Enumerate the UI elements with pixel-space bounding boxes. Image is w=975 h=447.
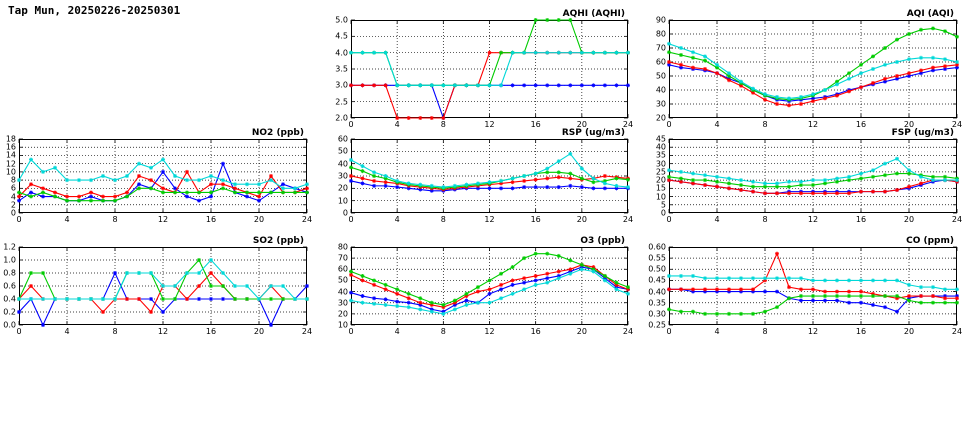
x-tick-label: 16 xyxy=(855,327,867,336)
chart-title-rsp: RSP (ug/m3) xyxy=(561,128,625,138)
y-tick-label: 0.50 xyxy=(648,264,666,274)
x-tick-label: 12 xyxy=(157,327,169,336)
x-tick-label: 16 xyxy=(855,215,867,224)
y-tick-label: 35 xyxy=(655,150,666,160)
x-tick-label: 24 xyxy=(951,215,963,224)
y-tick-label: 14 xyxy=(5,150,16,160)
page-title: Tap Mun, 20250226-20250301 xyxy=(8,4,181,17)
y-tick-label: 0.25 xyxy=(648,320,666,330)
y-tick-label: 18 xyxy=(5,134,16,144)
y-tick-label: 30 xyxy=(337,171,348,181)
y-tick-label: 8 xyxy=(10,175,16,185)
x-tick-label: 8 xyxy=(762,327,768,336)
y-tick-label: 70 xyxy=(655,43,666,53)
x-tick-label: 0 xyxy=(16,215,22,224)
x-tick-label: 0 xyxy=(348,327,354,336)
y-tick-label: 20 xyxy=(337,183,348,193)
x-tick-label: 24 xyxy=(301,215,313,224)
y-tick-label: 4 xyxy=(10,192,16,202)
plot-svg-o3 xyxy=(351,247,628,325)
y-tick-label: 20 xyxy=(655,113,666,123)
x-tick-label: 0 xyxy=(16,327,22,336)
x-tick-label: 4 xyxy=(714,215,720,224)
x-tick-label: 0 xyxy=(348,120,354,129)
y-tick-label: 0.6 xyxy=(3,281,16,291)
y-tick-label: 80 xyxy=(655,29,666,39)
chart-panel-aqhi xyxy=(335,9,634,129)
y-tick-label: 40 xyxy=(655,85,666,95)
x-tick-label: 20 xyxy=(576,215,587,224)
x-tick-label: 16 xyxy=(530,120,541,129)
y-tick-label: 20 xyxy=(337,309,348,319)
x-tick-label: 0 xyxy=(666,215,672,224)
y-tick-label: 6 xyxy=(10,183,16,193)
y-tick-label: 90 xyxy=(655,15,666,25)
chart-title-no2: NO2 (ppb) xyxy=(251,128,304,138)
chart-panel-o3 xyxy=(337,236,634,336)
x-tick-label: 24 xyxy=(951,120,963,129)
x-tick-label: 24 xyxy=(622,215,634,224)
x-tick-label: 12 xyxy=(157,215,169,224)
y-tick-label: 0.8 xyxy=(3,268,16,278)
x-tick-label: 12 xyxy=(807,120,819,129)
y-tick-label: 0.60 xyxy=(648,242,666,252)
y-tick-label: 0.4 xyxy=(3,294,16,304)
chart-title-co: CO (ppm) xyxy=(906,236,954,246)
x-tick-label: 12 xyxy=(484,120,495,129)
x-tick-label: 20 xyxy=(576,120,587,129)
x-tick-label: 8 xyxy=(440,327,446,336)
plot-svg-so2 xyxy=(19,247,307,325)
y-tick-label: 0.0 xyxy=(3,320,16,330)
y-tick-label: 1.2 xyxy=(3,242,16,252)
y-tick-label: 60 xyxy=(337,134,348,144)
y-tick-label: 2 xyxy=(10,200,16,210)
chart-panel-co xyxy=(648,236,963,336)
y-tick-label: 15 xyxy=(655,183,666,193)
y-tick-label: 5.0 xyxy=(335,15,348,25)
y-tick-label: 60 xyxy=(655,57,666,67)
chart-panel-fsp xyxy=(655,128,963,224)
plot-svg-co xyxy=(669,247,957,325)
x-tick-label: 20 xyxy=(903,327,915,336)
y-tick-label: 0 xyxy=(10,208,16,218)
x-tick-label: 8 xyxy=(440,120,446,129)
y-tick-label: 60 xyxy=(337,264,348,274)
x-tick-label: 16 xyxy=(205,327,217,336)
x-tick-label: 24 xyxy=(301,327,313,336)
chart-panel-so2 xyxy=(3,236,313,336)
x-tick-label: 24 xyxy=(622,120,634,129)
x-tick-label: 16 xyxy=(530,327,541,336)
y-tick-label: 3.0 xyxy=(335,80,348,90)
x-tick-label: 20 xyxy=(903,120,915,129)
x-tick-label: 4 xyxy=(714,327,720,336)
chart-panel-no2 xyxy=(5,128,313,224)
chart-title-o3: O3 (ppb) xyxy=(580,236,625,246)
x-tick-label: 4 xyxy=(394,215,400,224)
x-tick-label: 20 xyxy=(253,215,265,224)
x-tick-label: 12 xyxy=(807,327,819,336)
y-tick-label: 5 xyxy=(660,200,666,210)
y-tick-label: 0.40 xyxy=(648,287,666,297)
x-tick-label: 4 xyxy=(64,215,70,224)
y-tick-label: 10 xyxy=(655,192,666,202)
x-tick-label: 4 xyxy=(64,327,70,336)
x-tick-label: 16 xyxy=(530,215,541,224)
y-tick-label: 0.2 xyxy=(3,307,16,317)
x-tick-label: 12 xyxy=(484,327,495,336)
x-tick-label: 4 xyxy=(394,120,400,129)
y-tick-label: 50 xyxy=(337,275,348,285)
y-tick-label: 30 xyxy=(655,159,666,169)
plot-svg-rsp xyxy=(351,139,628,213)
y-tick-label: 25 xyxy=(655,167,666,177)
y-tick-label: 0.45 xyxy=(648,275,666,285)
y-tick-label: 0.30 xyxy=(648,309,666,319)
x-tick-label: 4 xyxy=(394,327,400,336)
x-tick-label: 24 xyxy=(951,327,963,336)
y-tick-label: 30 xyxy=(655,99,666,109)
plot-svg-aqi xyxy=(669,20,957,118)
y-tick-label: 40 xyxy=(337,287,348,297)
chart-panel-rsp xyxy=(337,128,634,224)
y-tick-label: 12 xyxy=(5,159,16,169)
y-tick-label: 40 xyxy=(655,142,666,152)
y-tick-label: 2.0 xyxy=(335,113,348,123)
y-tick-label: 4.5 xyxy=(335,31,348,41)
x-tick-label: 0 xyxy=(348,215,354,224)
x-tick-label: 20 xyxy=(253,327,265,336)
y-tick-label: 10 xyxy=(337,196,348,206)
chart-title-aqhi: AQHI (AQHI) xyxy=(562,9,625,19)
x-tick-label: 24 xyxy=(622,327,634,336)
x-tick-label: 16 xyxy=(855,120,867,129)
plot-svg-aqhi xyxy=(351,20,628,118)
y-tick-label: 10 xyxy=(337,320,348,330)
y-tick-label: 3.5 xyxy=(335,64,348,74)
chart-title-aqi: AQI (AQI) xyxy=(906,9,954,19)
x-tick-label: 0 xyxy=(666,327,672,336)
chart-title-fsp: FSP (ug/m3) xyxy=(891,128,954,138)
y-tick-label: 0 xyxy=(660,208,666,218)
x-tick-label: 20 xyxy=(576,327,587,336)
y-tick-label: 2.5 xyxy=(335,97,348,107)
y-tick-label: 0.35 xyxy=(648,298,666,308)
y-tick-label: 30 xyxy=(337,298,348,308)
x-tick-label: 8 xyxy=(112,327,118,336)
chart-title-so2: SO2 (ppb) xyxy=(252,236,304,246)
x-tick-label: 8 xyxy=(112,215,118,224)
y-tick-label: 40 xyxy=(337,159,348,169)
y-tick-label: 70 xyxy=(337,253,348,263)
y-tick-label: 20 xyxy=(655,175,666,185)
y-tick-label: 50 xyxy=(337,146,348,156)
x-tick-label: 20 xyxy=(903,215,915,224)
y-tick-label: 10 xyxy=(5,167,16,177)
x-tick-label: 16 xyxy=(205,215,217,224)
plot-svg-no2 xyxy=(19,139,307,213)
x-tick-label: 4 xyxy=(714,120,720,129)
x-tick-label: 0 xyxy=(666,120,672,129)
y-tick-label: 16 xyxy=(5,142,16,152)
plot-svg-fsp xyxy=(669,139,957,213)
y-tick-label: 4.0 xyxy=(335,48,348,58)
y-tick-label: 1.0 xyxy=(3,255,16,265)
x-tick-label: 12 xyxy=(484,215,495,224)
y-tick-label: 45 xyxy=(655,134,666,144)
x-tick-label: 8 xyxy=(440,215,446,224)
y-tick-label: 0.55 xyxy=(648,253,666,263)
x-tick-label: 12 xyxy=(807,215,819,224)
y-tick-label: 0 xyxy=(342,208,348,218)
y-tick-label: 80 xyxy=(337,242,348,252)
y-tick-label: 50 xyxy=(655,71,666,81)
chart-panel-aqi xyxy=(655,9,963,129)
x-tick-label: 8 xyxy=(762,120,768,129)
x-tick-label: 8 xyxy=(762,215,768,224)
